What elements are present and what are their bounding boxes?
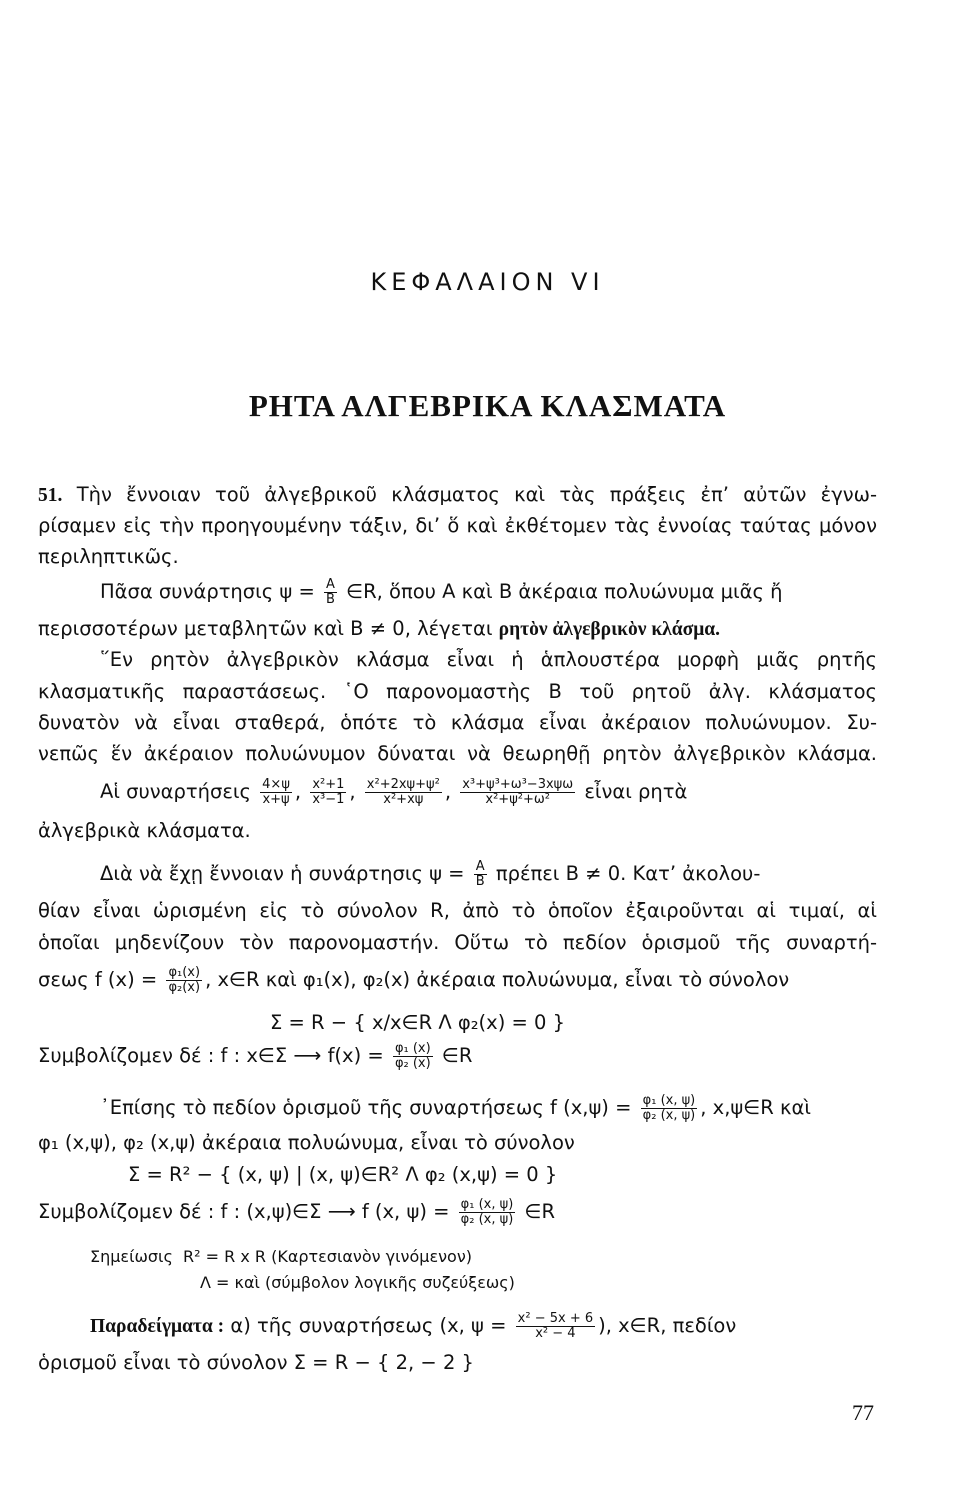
examples-line: Αἱ συναρτήσεις $\frac{4\times\psi}{x+\psi}$ , $\frac{\text{x²+1}}{\text{x³−1}}$ , $\frac{\text{x²+2xψ+ψ²}}{\text{x²+xψ}}$ , $\frac{\text{x³+ψ³+ω³−3xψω}}{\text{x²+ψ²+ω²}}$ εἶναι ρητὰ — [100, 777, 688, 807]
domain-set-1: Σ = R − { x/x∈R Λ φ₂(x) = 0 } — [270, 1011, 566, 1034]
definition-line-1: Πᾶσα συνάρτησις ψ = $\frac{A}{B}$ ∈R, ὅπου Α καὶ Β ἀκέραια πολυώνυμα μιᾶς ἤ — [100, 577, 783, 607]
definition-line-2: περισσοτέρων μεταβλητῶν καὶ Β ≠ 0, λέγεται ρητὸν ἀλγεβρικὸν κλάσμα. — [38, 617, 721, 640]
p2-line-4: νεπῶς ἕν ἀκέραιον πολυώνυμον δύναται νὰ θεωρηθῇ ρητὸν ἀλγεβρικὸν κλάσμα. — [38, 742, 877, 765]
p4-line-1: ᾿Επίσης τὸ πεδίον ὁρισμοῦ τῆς συναρτήσεως f (x,ψ) = $\frac{\text{φ₁ (x, ψ)}}{\text{φ₂ (x, ψ)}}$ , x,ψ∈R καὶ — [100, 1093, 811, 1123]
p3-line-2: θίαν εἶναι ὡρισμένη εἰς τὸ σύνολον R, ἀπὸ τὸ ὁποῖον ἐξαιροῦνται αἱ τιμαί, αἱ — [38, 899, 877, 922]
p1-line-1: 51. Τὴν ἔννοιαν τοῦ ἀλγεβρικοῦ κλάσματος καὶ τὰς πράξεις ἐπ’ αὐτῶν ἐγνω- — [38, 483, 877, 506]
example-fraction-4: $\frac{\text{x³+ψ³+ω³−3xψω}}{\text{x²+ψ²+ω²}}$ — [462, 777, 574, 807]
p3-line-3: ὁποῖαι μηδενίζουν τὸν παρονομαστήν. Οὕτω τὸ πεδίον ὁρισμοῦ τῆς συναρτή- — [38, 931, 877, 954]
note-line-1: Σημείωσις R² = R x R (Καρτεσιανὸν γινόμενον) — [90, 1247, 472, 1266]
example-fraction-1: $\frac{4\times\psi}{x+\psi}$ — [262, 777, 290, 807]
page-number: 77 — [852, 1400, 874, 1425]
p1-line-3: περιληπτικῶς. — [38, 545, 179, 568]
example-line-2: ὁρισμοῦ εἶναι τὸ σύνολον Σ = R − { 2, − 2 } — [38, 1351, 474, 1374]
section-number: 51. — [38, 485, 63, 506]
chapter-title: ΡΗΤΑ ΑΛΓΕΒΡΙΚΑ ΚΛΑΣΜΑΤΑ — [248, 388, 727, 423]
examples-line-2: ἀλγεβρικὰ κλάσματα. — [38, 819, 251, 842]
p2-line-3: δυνατὸν νὰ εἶναι σταθερά, ὁπότε τὸ κλάσμα εἶναι ἀκέραιον πολυώνυμον. Συ- — [38, 711, 877, 734]
symbol-line-1: Συμβολίζομεν δέ : f : x∈Σ ⟶ f(x) = $\frac{\text{φ₁ (x)}}{\text{φ₂ (x)}}$ ∈R — [38, 1041, 473, 1071]
example-line-1: Παραδείγματα : α) τῆς συναρτήσεως (x, ψ = $\frac{\text{x² − 5x + 6}}{\text{x² − 4}}$ ), x∈R, πεδίον — [90, 1311, 737, 1341]
chapter-heading: ΚΕΦΑΛΑΙΟΝ VI — [370, 268, 605, 296]
defined-term: ρητὸν ἀλγεβρικὸν κλάσμα. — [498, 619, 721, 640]
note-line-2: Λ = καὶ (σύμβολον λογικῆς συζεύξεως) — [200, 1273, 515, 1292]
domain-set-2: Σ = R² − { (x, ψ) | (x, ψ)∈R² Λ φ₂ (x,ψ) = 0 } — [128, 1163, 558, 1186]
p2-line-1: ῞Εν ρητὸν ἀλγεβρικὸν κλάσμα εἶναι ἡ ἁπλουστέρα μορφὴ μιᾶς ρητῆς — [100, 648, 877, 671]
example-fraction-3: $\frac{\text{x²+2xψ+ψ²}}{\text{x²+xψ}}$ — [366, 777, 440, 807]
p2-line-2: κλασματικῆς παραστάσεως. ῾Ο παρονομαστὴς Β τοῦ ρητοῦ ἀλγ. κλάσματος — [38, 680, 877, 703]
p1-line-2: ρίσαμεν εἰς τὴν προηγουμένην τάξιν, δι’ ὅ καὶ ἐκθέτομεν τὰς ἐννοίας ταύτας μόνον — [38, 514, 877, 537]
p3-line-1: Διὰ νὰ ἔχῃ ἔννοιαν ἡ συνάρτησις ψ = $\frac{A}{B}$ πρέπει Β ≠ 0. Κατ’ ἀκολου- — [100, 859, 761, 889]
examples-label: Παραδείγματα : — [90, 1316, 225, 1337]
p3-line-4: σεως f (x) = $\frac{\text{φ₁(x)}}{\text{φ₂(x)}}$ , x∈R καὶ φ₁(x), φ₂(x) ἀκέραια πολυώνυμα, εἶναι τὸ σύνολον — [38, 965, 790, 995]
example-fraction-2: $\frac{\text{x²+1}}{\text{x³−1}}$ — [312, 777, 345, 807]
symbol-line-2: Συμβολίζομεν δέ : f : (x,ψ)∈Σ ⟶ f (x, ψ) = $\frac{\text{φ₁ (x, ψ)}}{\text{φ₂ (x, ψ)}}$ ∈R — [38, 1197, 556, 1227]
p4-line-2: φ₁ (x,ψ), φ₂ (x,ψ) ἀκέραια πολυώνυμα, εἶναι τὸ σύνολον — [38, 1131, 575, 1154]
